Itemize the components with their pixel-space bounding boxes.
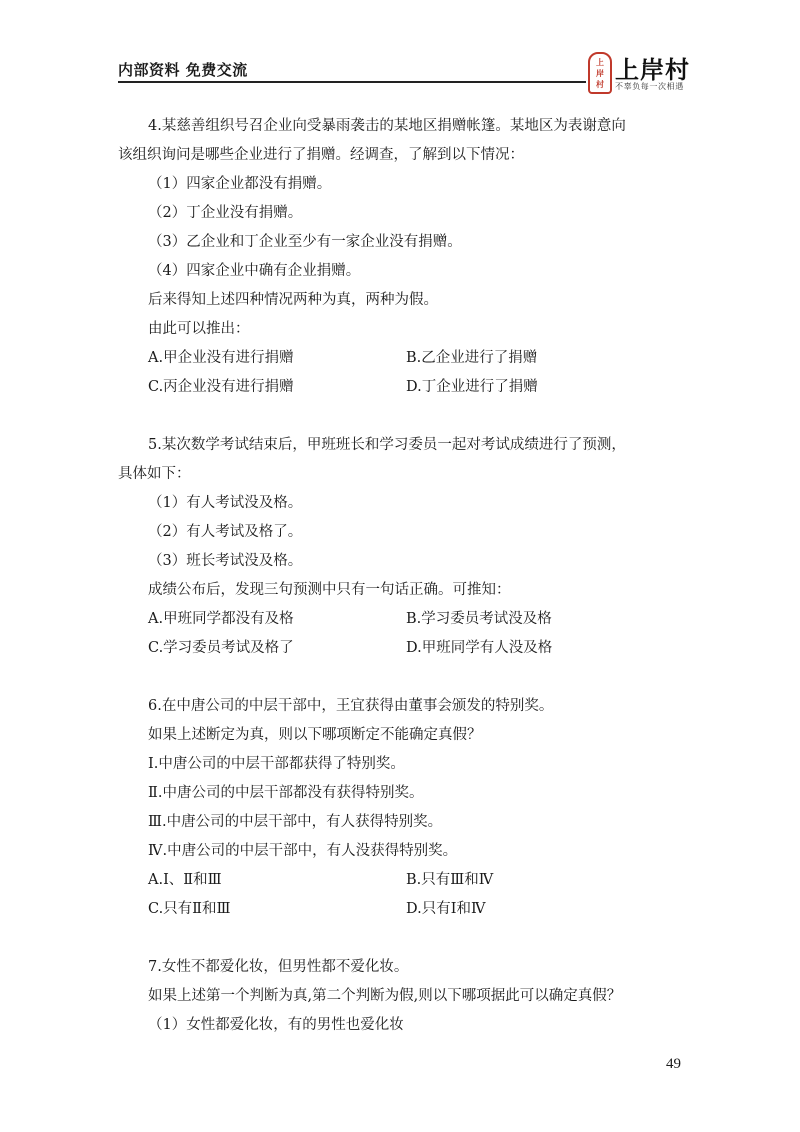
page-number: 49 [666,1056,681,1072]
header-label: 内部资料 免费交流 [118,61,248,79]
seal-stamp-icon: 上 岸 村 [588,52,612,94]
question-content [118,112,700,1040]
question-line: 7.女性不都爱化妆，但男性都不爱化妆。 [148,959,409,975]
question-line: 成绩公布后，发现三句预测中只有一句话正确。可推知： [148,582,511,598]
question-line: （3）乙企业和丁企业至少有一家企业没有捐赠。 [148,234,462,250]
question-line: （1）四家企业都没有捐赠。 [148,176,332,192]
question-line: 后来得知上述四种情况两种为真，两种为假。 [148,292,438,308]
question-line: （2）丁企业没有捐赠。 [148,205,303,221]
brand-slogan: 不辜负每一次相遇 [615,82,684,91]
question-line: 如果上述第一个判断为真,第二个判断为假,则以下哪项据此可以确定真假？ [148,988,622,1004]
question-spacer [118,924,700,953]
question-line: （1）有人考试没及格。 [148,495,303,511]
question-block [118,692,700,924]
answer-options-row [118,866,700,895]
answer-option: C.只有Ⅱ和Ⅲ [148,901,231,917]
question-line: （4）四家企业中确有企业捐赠。 [148,263,361,279]
question-line: 如果上述断定为真，则以下哪项断定不能确定真假？ [148,727,482,743]
answer-option: B.乙企业进行了捐赠 [406,350,538,366]
question-line: （1）女性都爱化妆，有的男性也爱化妆 [148,1017,404,1033]
question-line: Ⅳ.中唐公司的中层干部中，有人没获得特别奖。 [148,843,458,859]
answer-option: C.学习委员考试及格了 [148,640,294,656]
question-line: 该组织询问是哪些企业进行了捐赠。经调查，了解到以下情况： [118,147,524,163]
answer-option: B.学习委员考试没及格 [406,611,552,627]
answer-option: D.只有Ⅰ和Ⅳ [406,901,486,917]
question-spacer [118,402,700,431]
answer-options-row [118,634,700,663]
question-line: （3）班长考试没及格。 [148,553,303,569]
header-divider [118,81,586,83]
question-line: 由此可以推出： [148,321,250,337]
question-block [118,112,700,402]
answer-option: A.甲班同学都没有及格 [148,611,294,627]
question-line: 4.某慈善组织号召企业向受暴雨袭击的某地区捐赠帐篷。某地区为表谢意向 [148,118,626,134]
answer-option: A.甲企业没有进行捐赠 [148,350,294,366]
question-block [118,953,700,1040]
question-line: 具体如下： [118,466,191,482]
brand-logo [588,50,700,94]
answer-options-row [118,373,700,402]
answer-options-row [118,344,700,373]
answer-options-row [118,895,700,924]
page-header [118,50,700,100]
answer-option: D.丁企业进行了捐赠 [406,379,538,395]
question-line: Ⅰ.中唐公司的中层干部都获得了特别奖。 [148,756,405,772]
question-block [118,431,700,663]
answer-option: C.丙企业没有进行捐赠 [148,379,294,395]
brand-name: 上岸村 [615,56,690,84]
answer-option: A.Ⅰ、Ⅱ和Ⅲ [148,872,222,888]
question-line: 6.在中唐公司的中层干部中，王宜获得由董事会颁发的特别奖。 [148,698,554,714]
question-line: 5.某次数学考试结束后，甲班班长和学习委员一起对考试成绩进行了预测， [148,437,626,453]
question-line: Ⅲ.中唐公司的中层干部中，有人获得特别奖。 [148,814,443,830]
answer-option: B.只有Ⅲ和Ⅳ [406,872,494,888]
question-spacer [118,663,700,692]
question-line: Ⅱ.中唐公司的中层干部都没有获得特别奖。 [148,785,424,801]
answer-options-row [118,605,700,634]
question-line: （2）有人考试及格了。 [148,524,303,540]
answer-option: D.甲班同学有人没及格 [406,640,553,656]
